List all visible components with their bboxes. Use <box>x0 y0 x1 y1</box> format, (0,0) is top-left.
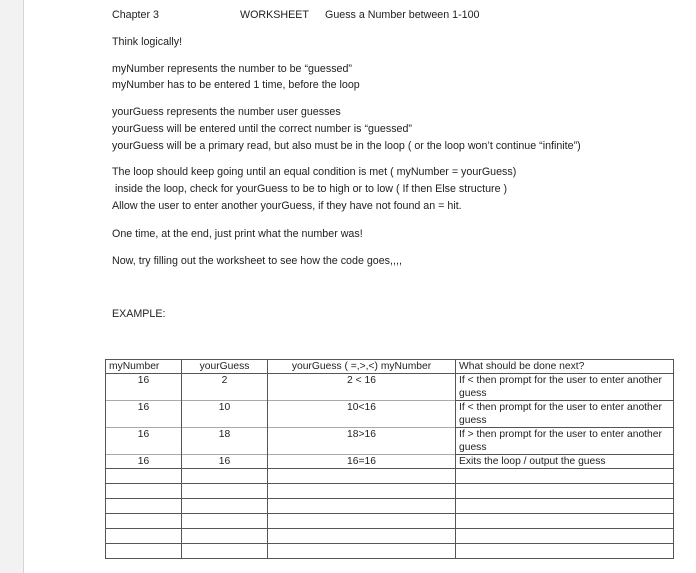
paragraph-mynumber-1: myNumber represents the number to be “guessed” <box>112 63 352 75</box>
cell-next-step: If < then prompt for the user to enter another guess <box>456 374 674 401</box>
paragraph-yourguess-1: yourGuess represents the number user guesses <box>112 106 341 118</box>
table-header-row <box>106 360 674 374</box>
cell-empty <box>106 484 182 499</box>
paragraph-think: Think logically! <box>112 36 183 48</box>
cell-empty <box>182 484 268 499</box>
worksheet-label: WORKSHEET <box>240 9 309 21</box>
cell-comparison: 18>16 <box>268 428 456 455</box>
example-table <box>105 359 674 559</box>
cell-empty <box>456 469 674 484</box>
table-row-empty <box>106 514 674 529</box>
cell-empty <box>456 514 674 529</box>
cell-empty <box>182 499 268 514</box>
table-row <box>106 455 674 469</box>
header-yourguess: yourGuess <box>182 360 268 374</box>
cell-comparison: 16=16 <box>268 455 456 469</box>
cell-next-step: Exits the loop / output the guess <box>456 455 674 469</box>
table-row-empty <box>106 544 674 559</box>
cell-comparison: 2 < 16 <box>268 374 456 401</box>
table-row-empty <box>106 484 674 499</box>
cell-empty <box>182 544 268 559</box>
cell-yourguess: 16 <box>182 455 268 469</box>
table-row-empty <box>106 529 674 544</box>
cell-yourguess: 2 <box>182 374 268 401</box>
cell-empty <box>106 514 182 529</box>
document-page <box>23 0 696 573</box>
cell-empty <box>106 469 182 484</box>
cell-yourguess: 18 <box>182 428 268 455</box>
cell-empty <box>182 469 268 484</box>
paragraph-now-try: Now, try filling out the worksheet to see how the code goes,,,, <box>112 255 402 267</box>
header-next-step: What should be done next? <box>456 360 674 374</box>
cell-mynumber: 16 <box>106 428 182 455</box>
paragraph-loop-1: The loop should keep going until an equal condition is met ( myNumber = yourGuess) <box>112 166 517 178</box>
worksheet-title: Guess a Number between 1-100 <box>325 9 480 21</box>
paragraph-mynumber-2: myNumber has to be entered 1 time, before the loop <box>112 79 360 91</box>
cell-empty <box>182 529 268 544</box>
chapter-label: Chapter 3 <box>112 9 159 21</box>
cell-empty <box>268 484 456 499</box>
cell-mynumber: 16 <box>106 401 182 428</box>
cell-next-step: If > then prompt for the user to enter another guess <box>456 428 674 455</box>
example-label: EXAMPLE: <box>112 308 166 320</box>
cell-empty <box>268 499 456 514</box>
cell-empty <box>268 529 456 544</box>
paragraph-loop-2: inside the loop, check for yourGuess to be to high or to low ( If then Else structure ) <box>112 183 508 195</box>
header-comparison: yourGuess ( =,>,<) myNumber <box>268 360 456 374</box>
cell-empty <box>268 469 456 484</box>
cell-mynumber: 16 <box>106 455 182 469</box>
header-mynumber: myNumber <box>106 360 182 374</box>
paragraph-yourguess-2: yourGuess will be entered until the correct number is “guessed” <box>112 123 412 135</box>
cell-empty <box>268 544 456 559</box>
cell-empty <box>182 514 268 529</box>
cell-empty <box>456 544 674 559</box>
cell-empty <box>456 529 674 544</box>
cell-empty <box>456 499 674 514</box>
table-row <box>106 428 674 455</box>
paragraph-yourguess-3: yourGuess will be a primary read, but also must be in the loop ( or the loop won’t continue “infinite”) <box>112 140 581 152</box>
paragraph-loop-3: Allow the user to enter another yourGuess, if they have not found an = hit. <box>112 200 462 212</box>
table-row <box>106 374 674 401</box>
cell-empty <box>106 544 182 559</box>
cell-empty <box>268 514 456 529</box>
cell-yourguess: 10 <box>182 401 268 428</box>
table-row-empty <box>106 499 674 514</box>
paragraph-print: One time, at the end, just print what the number was! <box>112 228 363 240</box>
cell-comparison: 10<16 <box>268 401 456 428</box>
cell-empty <box>106 499 182 514</box>
table-row <box>106 401 674 428</box>
table-row-empty <box>106 469 674 484</box>
cell-next-step: If < then prompt for the user to enter another guess <box>456 401 674 428</box>
cell-empty <box>456 484 674 499</box>
cell-empty <box>106 529 182 544</box>
cell-mynumber: 16 <box>106 374 182 401</box>
